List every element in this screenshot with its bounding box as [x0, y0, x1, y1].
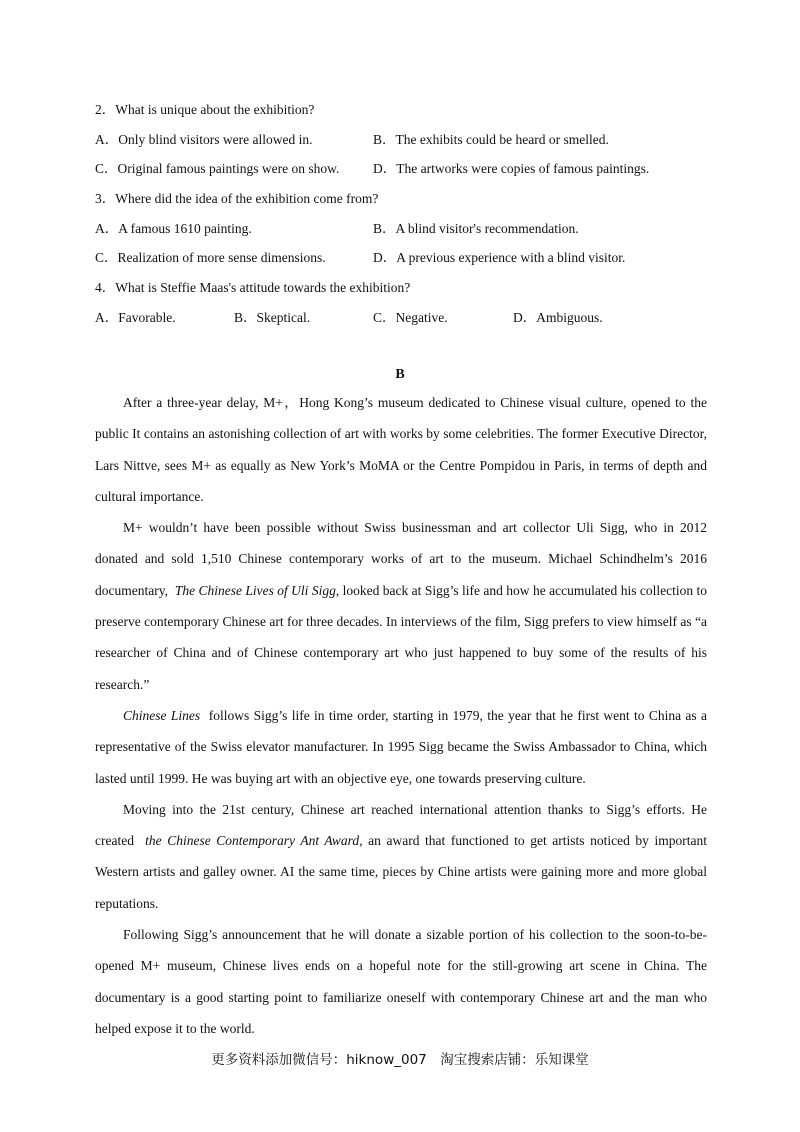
- paragraph-2-text-b: , looked back at Sigg’s life and how he accumulated his collection to preserve contemporary Chinese art for three decades. In interviews of the film, Sigg prefers to view himself as “a researcher of China and of Chinese contemporary art who just happened to buy some of the results of his research.”: [95, 582, 708, 692]
- footer-note: 更多资料添加微信号：hiknow_007 淘宝搜索店铺：乐知课堂: [211, 1052, 589, 1068]
- question-4-option-d: D．Ambiguous.: [513, 310, 603, 325]
- question-4-option-a: A．Favorable.: [95, 310, 176, 325]
- paragraph-4: [95, 794, 707, 919]
- film-title: The Chinese Lives of Uli Sigg: [174, 582, 336, 598]
- question-2-stem: 2．What is unique about the exhibition?: [95, 102, 315, 117]
- award-title: the Chinese Contemporary Ant Award: [145, 833, 360, 849]
- question-3-option-d: D．A previous experience with a blind visitor.: [373, 250, 626, 265]
- question-3-stem: 3．Where did the idea of the exhibition come from?: [95, 191, 379, 206]
- paragraph-5: Following Sigg’s announcement that he will donate a sizable portion of his collection to the soon-to-be-opened M+ museum, Chinese lives ends on a hopeful note for the still-growing art scene in China. The documentary is a good starting point to familiarize oneself with contemporary Chinese art and the man who helped expose it to the world.: [95, 927, 707, 1036]
- paragraph-4-text-a: Moving into the 21st century, Chinese art reached international attention thanks to Sigg’s efforts. He created: [95, 801, 707, 849]
- paragraph-2-text-a: M+ wouldn’t have been possible without Swiss businessman and art collector Uli Sigg, who in 2012 donated and sold 1,510 Chinese contemporary works of art to the museum. Michael Schindhelm’s 2016 documentary,: [95, 520, 707, 598]
- question-4-stem: 4．What is Steffie Maas's attitude towards the exhibition?: [95, 280, 411, 295]
- question-3-option-b: B．A blind visitor's recommendation.: [373, 221, 579, 236]
- question-2-option-a: A．Only blind visitors were allowed in.: [95, 132, 313, 147]
- question-2-option-b: B．The exhibits could be heard or smelled.: [373, 132, 609, 147]
- question-4-option-b: B．Skeptical.: [234, 310, 311, 325]
- paragraph-3-text: follows Sigg’s life in time order, starting in 1979, the year that he first went to China as a representative of the Swiss elevator manufacturer. In 1995 Sigg became the Swiss Ambassador to China, which lasted until 1999. He was buying art with an objective eye, one towards preserving culture.: [95, 707, 708, 786]
- question-3-option-a: A．A famous 1610 painting.: [95, 221, 252, 236]
- question-3-option-c: C．Realization of more sense dimensions.: [95, 250, 326, 265]
- paragraph-2: [95, 512, 707, 700]
- question-2-option-c: C．Original famous paintings were on show.: [95, 161, 340, 176]
- paragraph-4-text-b: , an award that functioned to get artists noticed by important Western artists and galley owner. AI the same time, pieces by Chine artists were gaining more and more global reputations.: [95, 833, 707, 911]
- section-b-title: B: [395, 367, 405, 382]
- paragraph-1: After a three-year delay, M+，Hong Kong’s museum dedicated to Chinese visual culture, opened to the public It contains an astonishing collection of art with works by some celebrities. The former Executive Director, Lars Nittve, sees M+ as equally as New York’s MoMA or the Centre Pompidou in Paris, in terms of depth and cultural importance.: [95, 395, 707, 504]
- film-short-title: Chinese Lines: [123, 707, 201, 723]
- question-4-option-c: C．Negative.: [373, 310, 448, 325]
- question-2-option-d: D．The artworks were copies of famous paintings.: [373, 161, 650, 176]
- paragraph-3: [95, 700, 707, 794]
- section-b-passage: [95, 387, 707, 1044]
